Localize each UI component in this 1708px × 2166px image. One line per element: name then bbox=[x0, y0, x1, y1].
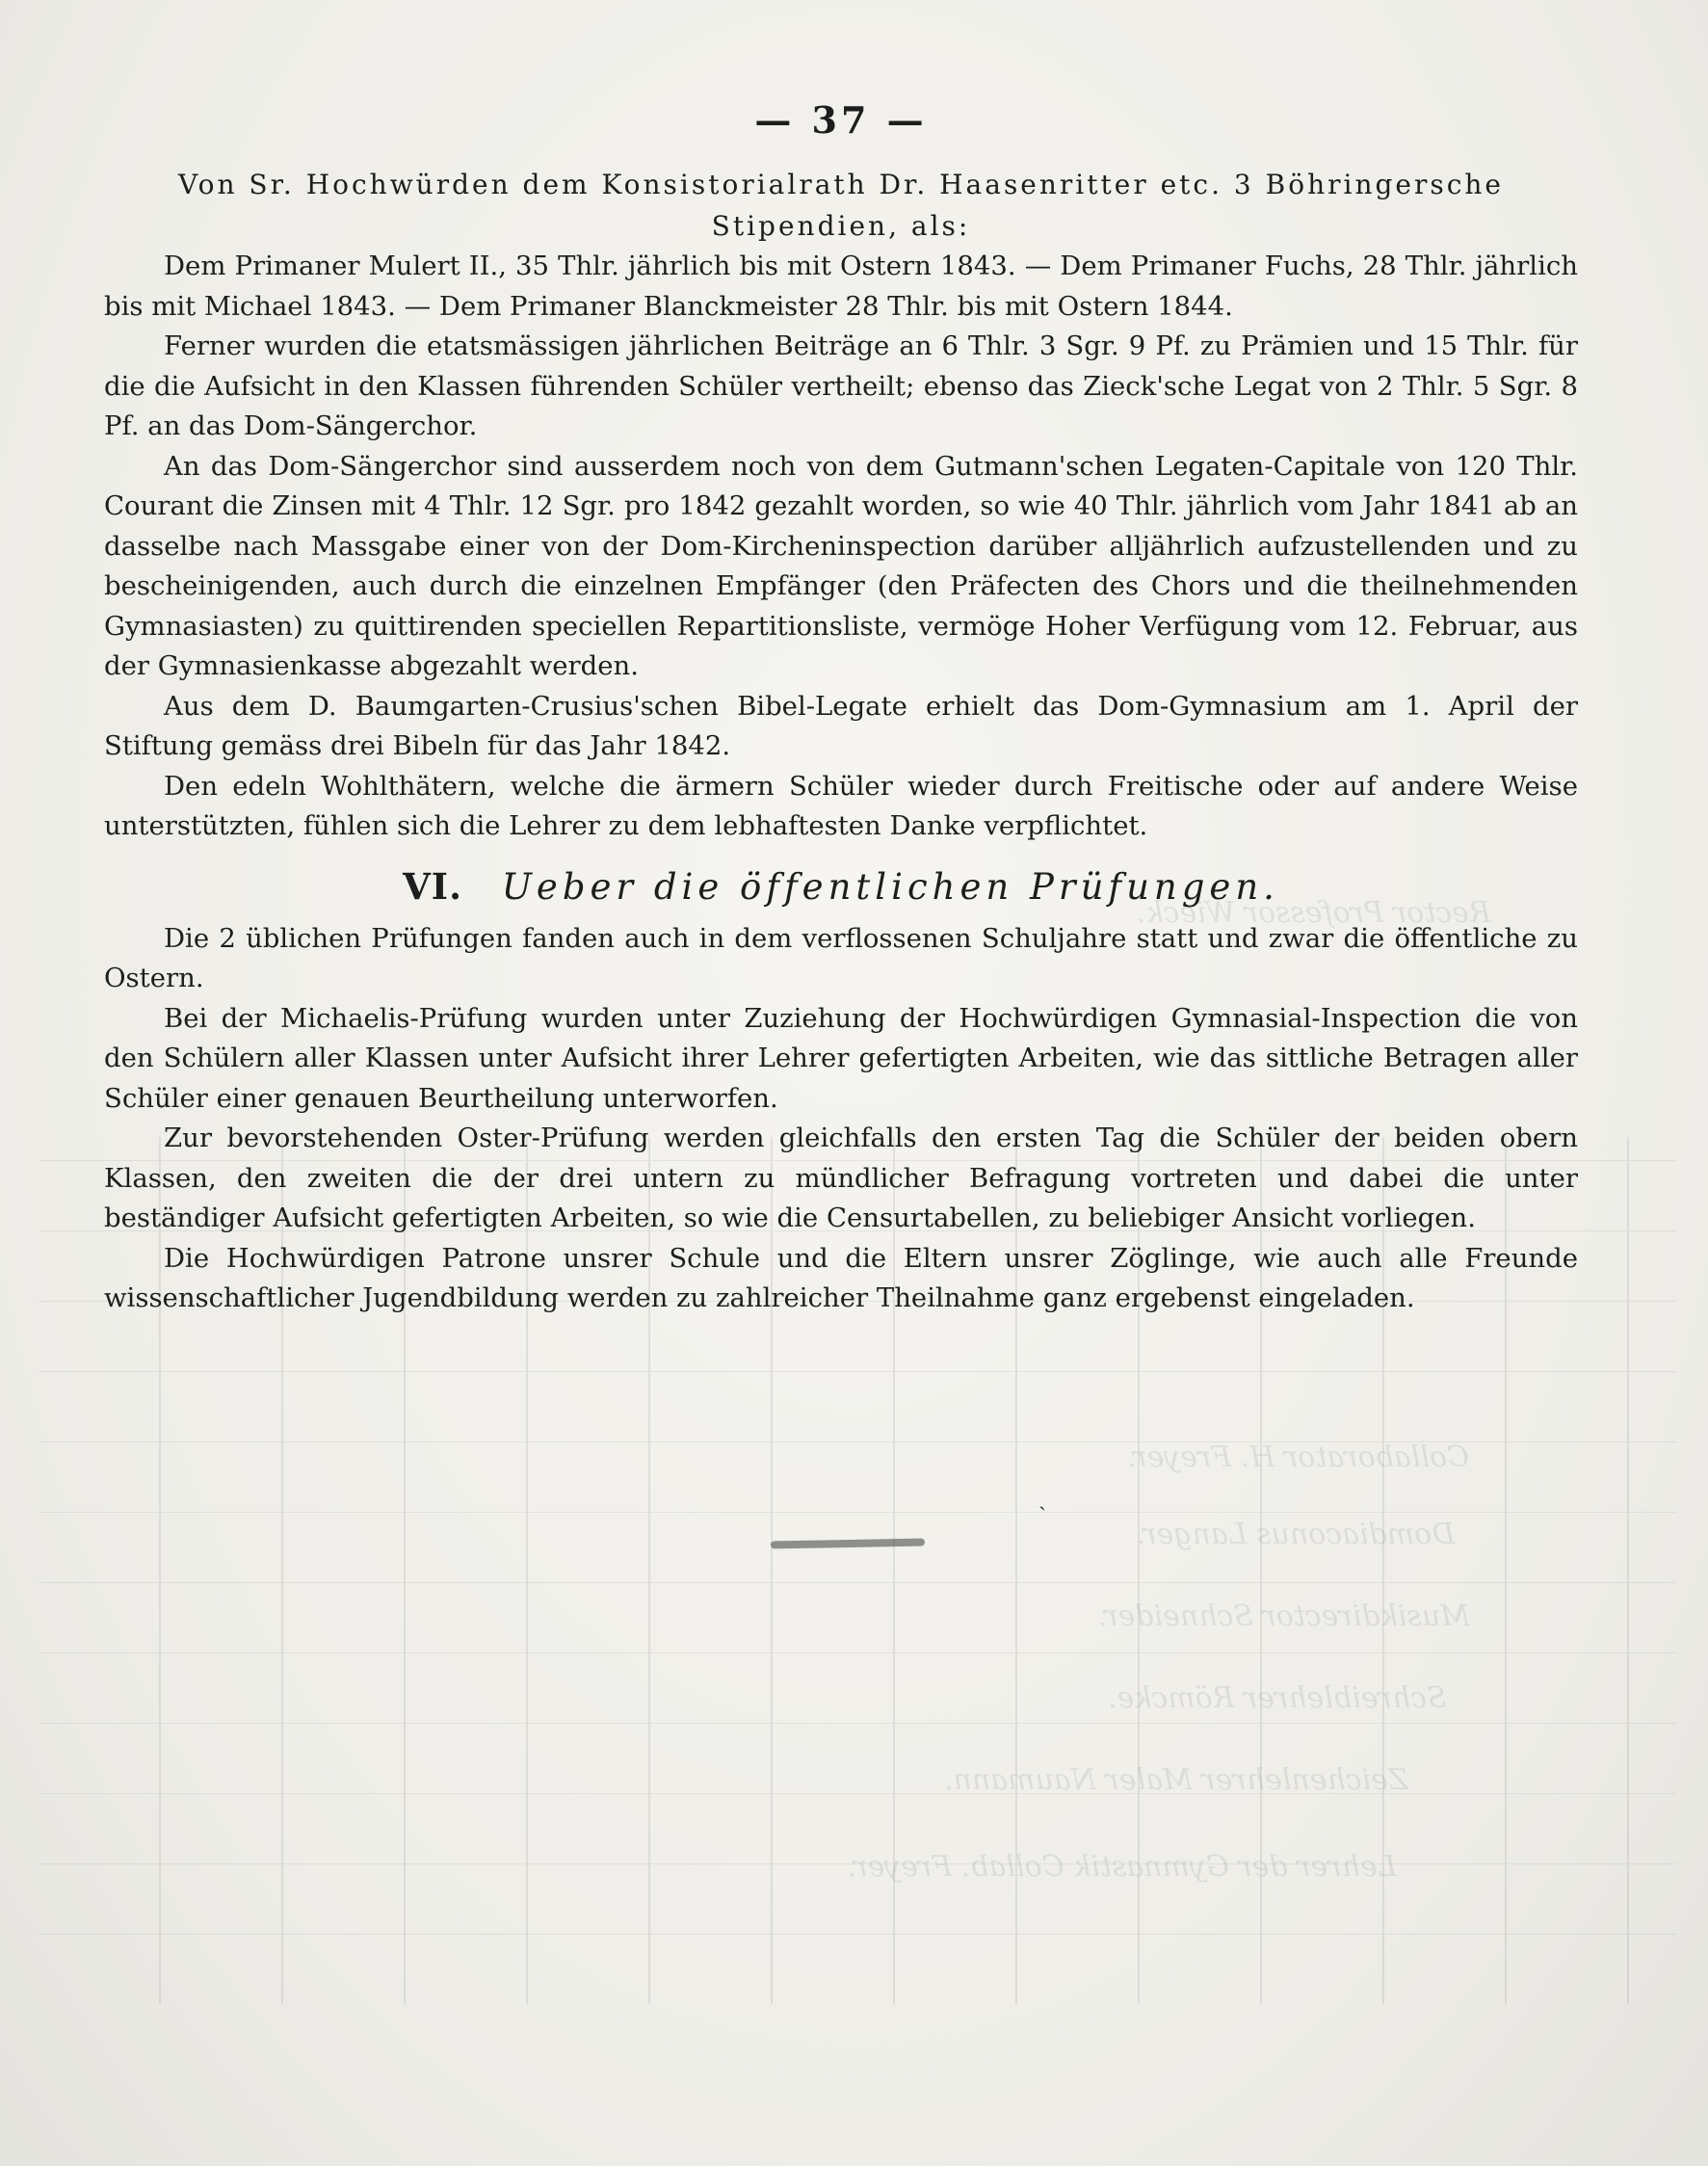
bleed-through-text: Musikdirector Schneider. bbox=[1098, 1599, 1470, 1633]
paragraph: Bei der Michaelis-Prüfung wurden unter Zuziehung der Hochwürdigen Gymnasial-Inspection die von den Schülern aller Klassen unter Aufsicht ihrer Lehrer gefertigten Arbeiten, wie das sittliche Betragen aller Schüler einer genauen Beurtheilung unterworfen. bbox=[104, 1002, 1578, 1114]
paragraph: Ferner wurden die etatsmässigen jährlichen Beiträge an 6 Thlr. 3 Sgr. 9 Pf. zu Prämien und 15 Thlr. für die die Aufsicht in den Klassen führenden Schüler vertheilt; ebenso das Zieck'sche Legat von 2 Thlr. 5 Sgr. 8 Pf. an das Dom-Sängerchor. bbox=[104, 330, 1578, 441]
paragraph: Den edeln Wohlthätern, welche die ärmern Schüler wieder durch Freitische oder auf andere Weise unterstützten, fühlen sich die Lehrer zu dem lebhaftesten Danke verpflichtet. bbox=[104, 770, 1578, 841]
bleed-through-text: Domdiaconus Langer. bbox=[1137, 1518, 1456, 1551]
intro-line: Von Sr. Hochwürden dem Konsistorialrath Dr. Haasenritter etc. 3 Böhringersche Stipendien, als: bbox=[177, 169, 1505, 242]
bleed-through-text: Schreiblehrer Römcke. bbox=[1108, 1681, 1447, 1715]
section-number: VI. bbox=[403, 864, 462, 908]
paragraph: An das Dom-Sängerchor sind ausserdem noch von dem Gutmann'schen Legaten-Capitale von 120 Thlr. Courant die Zinsen mit 4 Thlr. 12 Sgr. pro 1842 gezahlt worden, so wie 40 Thlr. jährlich vom Jahr 1841 ab an dasselbe nach Massgabe einer von der Dom-Kircheninspection darüber alljährlich aufzustellenden und zu bescheinigenden, auch durch die einzelnen Empfänger (den Präfecten des Chors und die theilnehmenden Gymnasiasten) zu quittirenden speciellen Repartitionsliste, vermöge Hoher Verfügung vom 12. Februar, aus der Gymnasienkasse abgezahlt werden. bbox=[104, 450, 1578, 681]
paragraph: Die Hochwürdigen Patrone unsrer Schule und die Eltern unsrer Zöglinge, wie auch alle Freunde wissenschaftlicher Jugendbildung werden zu zahlreicher Theilnahme ganz ergebenst eingeladen. bbox=[104, 1242, 1578, 1313]
bleed-through-text: Rector Professor Wieck. bbox=[1137, 896, 1491, 930]
section-title: Ueber die öffentlichen Prüfungen. bbox=[501, 865, 1279, 908]
paragraph: Die 2 üblichen Prüfungen fanden auch in dem verflossenen Schuljahre statt und zwar die öffentliche zu Ostern. bbox=[104, 922, 1578, 993]
paragraph: Zur bevorstehenden Oster-Prüfung werden gleichfalls den ersten Tag die Schüler der beiden obern Klassen, den zweiten die der drei untern zu mündlicher Befragung vortreten und dabei die unter beständiger Aufsicht gefertigten Arbeiten, so wie die Censurtabellen, zu beliebiger Ansicht vorliegen. bbox=[104, 1123, 1578, 1233]
page-number: — 37 — bbox=[754, 98, 928, 142]
bleed-through-text: Lehrer der Gymnastik Collab. Freyer. bbox=[848, 1850, 1397, 1884]
page-content bbox=[104, 96, 1578, 1319]
paragraph: Aus dem D. Baumgarten-Crusius'schen Bibel-Legate erhielt das Dom-Gymnasium am 1. April der Stiftung gemäss drei Bibeln für das Jahr 1842. bbox=[104, 690, 1578, 761]
bleed-through-text: Collaborator H. Freyer. bbox=[1127, 1440, 1470, 1474]
paragraph: Dem Primaner Mulert II., 35 Thlr. jährlich bis mit Ostern 1843. — Dem Primaner Fuchs, 28 Thlr. jährlich bis mit Michael 1843. — Dem Primaner Blanckmeister 28 Thlr. bis mit Ostern 1844. bbox=[104, 251, 1578, 322]
ink-mark: ˎ bbox=[1038, 1484, 1046, 1511]
bleed-through-text: Zeichenlehrer Maler Naumann. bbox=[944, 1763, 1408, 1797]
section-heading bbox=[104, 858, 1578, 915]
